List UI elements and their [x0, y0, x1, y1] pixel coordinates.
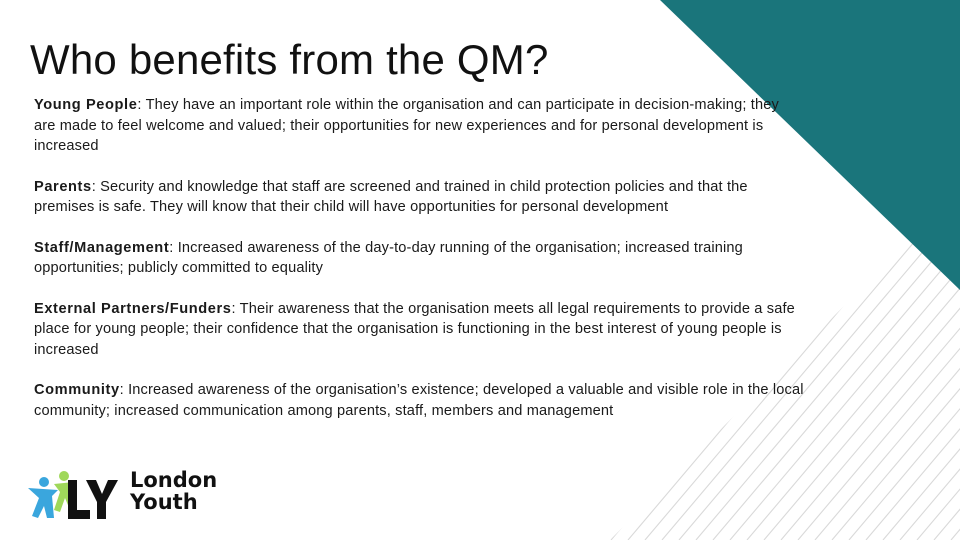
benefit-label: Staff/Management	[34, 239, 170, 256]
benefit-label: External Partners/Funders	[34, 300, 232, 317]
benefits-list	[34, 95, 804, 441]
logo-wordmark	[130, 469, 217, 513]
benefit-text: : Security and knowledge that staff are screened and trained in child protection policies and that the premises is safe. They will know that their child will have opportunities for personal development	[34, 178, 748, 215]
logo-mark-icon	[24, 468, 128, 524]
benefit-item-external-partners	[34, 299, 804, 361]
benefit-item-community	[34, 380, 804, 421]
benefit-text: : Their awareness that the organisation meets all legal requirements to provide a safe place for young people; their confidence that the organisation is functioning in the best interest of young people is increased	[34, 300, 795, 358]
logo-line-london: London	[130, 468, 218, 492]
benefit-item-parents	[34, 177, 804, 218]
benefit-text: : Increased awareness of the organisation’s existence; developed a valuable and visible role in the local community; increased communication among parents, staff, members and management	[34, 382, 804, 419]
london-youth-logo	[24, 466, 234, 526]
benefit-text: : Increased awareness of the day-to-day running of the organisation; increased training opportunities; publicly committed to equality	[34, 239, 743, 276]
page-title: Who benefits from the QM?	[30, 36, 549, 83]
benefit-text: : They have an important role within the organisation and can participate in decision-making; they are made to feel welcome and valued; their opportunities for new experiences and for personal development is increased	[34, 97, 779, 154]
benefit-item-young-people	[34, 95, 804, 157]
logo-line-youth: Youth	[130, 490, 198, 514]
benefit-label: Parents	[34, 178, 92, 195]
benefit-item-staff-management	[34, 238, 804, 279]
benefit-label: Young People	[34, 97, 138, 113]
benefit-label: Community	[34, 382, 120, 398]
